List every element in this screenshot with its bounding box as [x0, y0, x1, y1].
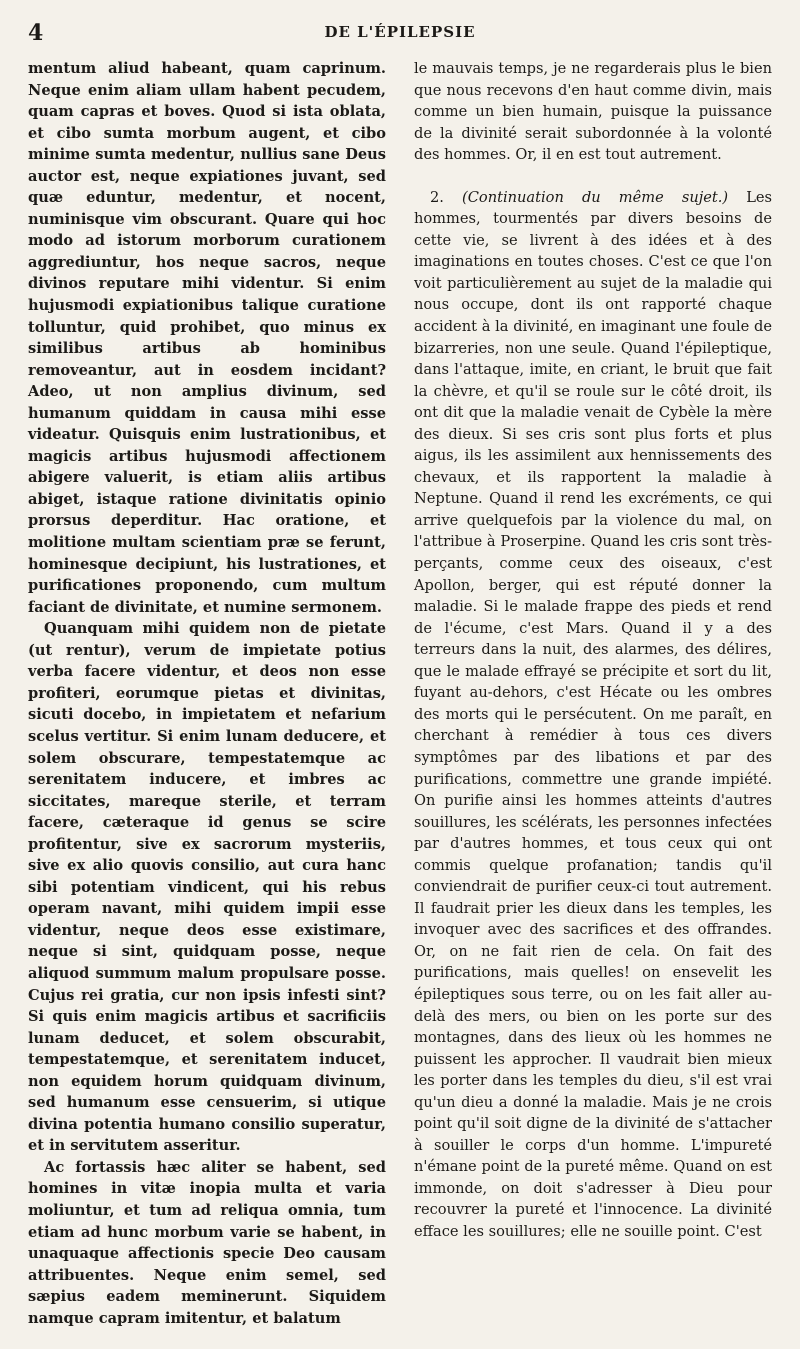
page-header: [28, 20, 772, 46]
french-column: [414, 58, 772, 1243]
latin-paragraph: Ac fortassis hæc aliter se habent, sed homines in vitæ inopia multa et varia moliuntur, et tum ad reliqua omnia, tum etiam ad hunc morbum varie se habent, in unaquaque affectionis specie Deo causam attribuentes. Neque enim semel, sed sæpius eadem meminerunt. Siquidem namque capram imitentur, et balatum: [28, 1158, 386, 1327]
french-paragraph-section-2: [414, 187, 772, 1243]
section-number: 2.: [430, 188, 444, 206]
running-head: DE L'ÉPILEPSIE: [324, 23, 476, 41]
latin-paragraph: mentum aliud habeant, quam caprinum. Neque enim aliam ullam habent pecudem, quam capras et boves. Quod si ista oblata, et cibo sumta morbum augent, et cibo minime sumta medentur, nullius sane Deus auctor est, neque expiationes juvant, sed quæ eduntur, medentur, et nocent, numinisque vim obscurant. Quare qui hoc modo ad istorum morborum curationem aggrediuntur, hos neque sacros, neque divinos reputare mihi videntur. Si enim hujusmodi expiationibus talique curatione tolluntur, quid prohibet, quo minus ex similibus artibus ab hominibus removeantur, aut in eosdem incidant? Adeo, ut non amplius divinum, sed humanum quiddam in causa mihi esse videatur. Quisquis enim lustrationibus, et magicis artibus hujusmodi affectionem abigere valuerit, is etiam aliis artibus abiget, istaque ratione divinitatis opinio prorsus deperditur. Hac oratione, et molitione multam scientiam præ se ferunt, hominesque decipiunt, his lustrationes, et purificationes proponendo, cum multum faciant de divinitate, et numine sermonem.: [28, 60, 386, 616]
section-heading: (Continuation du même sujet.): [462, 188, 729, 206]
section-body: Les hommes, tourmentés par divers besoins de cette vie, se livrent à des idées et à des imaginations en toutes choses. C'est ce que l'on voit particulièrement au sujet de la maladie qui nous occupe, dont ils ont rapporté chaque accident à la divinité, en imaginant une foule de bizarreries, non une seule. Quand l'épileptique, dans l'attaque, imite, en criant, le bruit que fait la chèvre, et qu'il se roule sur le côté droit, ils ont dit que la maladie venait de Cybèle la mère des dieux. Si ses cris sont plus forts et plus aigus, ils les assimilent aux hennissements des chevaux, et ils rapportent la maladie à Neptune. Quand il rend les excréments, ce qui arrive quelquefois par la violence du mal, on l'attribue à Proserpine. Quand les cris sont très-perçants, comme ceux des oiseaux, c'est Apollon, berger, qui est réputé donner la maladie. Si le malade frappe des pieds et rend de l'écume, c'est Mars. Quand il y a des terreurs dans la nuit, des alarmes, des délires, que le malade effrayé se précipite et sort du lit, fuyant au-dehors, c'est Hécate ou les ombres des morts qui le persécutent. On me paraît, en cherchant à remédier à tous ces divers symptômes par des libations et par des purifications, commettre une grande impiété. On purifie ainsi les hommes atteints d'autres souillures, les scélérats, les personnes infectées par d'autres hommes, et tous ceux qui ont commis quelque profanation; tandis qu'il conviendrait de purifier ceux-ci tout autrement. Il faudrait prier les dieux dans les temples, les invoquer avec des sacrifices et des offrandes. Or, on ne fait rien de cela. On fait des purifications, mais quelles! on ensevelit les épileptiques sous terre, ou on les fait aller au-delà des mers, ou bien on les porte sur des montagnes, dans des lieux où les hommes ne puissent les approcher. Il vaudrait bien mieux les porter dans les temples du dieu, s'il est vrai qu'un dieu a donné la maladie. Mais je ne crois point qu'il soit digne de la divinité de s'attacher à souiller le corps d'un homme. L'impureté n'émane point de la pureté même. Quand on est immonde, on doit s'adresser à Dieu pour recouvrer la pureté et l'innocence. La divinité efface les souillures; elle ne souille point. C'est: [414, 188, 773, 1240]
page-number: 4: [28, 20, 44, 46]
latin-column: [28, 58, 386, 1329]
latin-paragraph: Quanquam mihi quidem non de pietate (ut rentur), verum de impietate potius verba facere videntur, et deos non esse profiteri, eorumque pietas et divinitas, sicuti docebo, in impietatem et nefarium scelus vertitur. Si enim lunam deducere, et solem obscurare, tempestatemque ac serenitatem inducere, et imbres ac siccitates, mareque sterile, et terram facere, cæteraque id genus se scire profitentur, sive ex sacrorum mysteriis, sive ex alio quovis consilio, aut cura hanc sibi potentiam vindicent, qui his rebus operam navant, mihi quidem impii esse videntur, neque deos esse existimare, neque si sint, quidquam posse, neque aliquod summum malum propulsare posse. Cujus rei gratia, cur non ipsis infesti sint? Si quis enim magicis artibus et sacrificiis lunam deducet, et solem obscurabit, tempestatemque, et serenitatem inducet, non equidem horum quidquam divinum, sed humanum esse censuerim, si utique divina potentia humano consilio superatur, et in servitutem asseritur.: [28, 620, 386, 1155]
french-paragraph: le mauvais temps, je ne regarderais plus le bien que nous recevons d'en haut comme divin, mais comme un bien humain, puisque la puissance de la divinité serait subordonnée à la volonté des hommes. Or, il en est tout autrement.: [414, 60, 772, 164]
